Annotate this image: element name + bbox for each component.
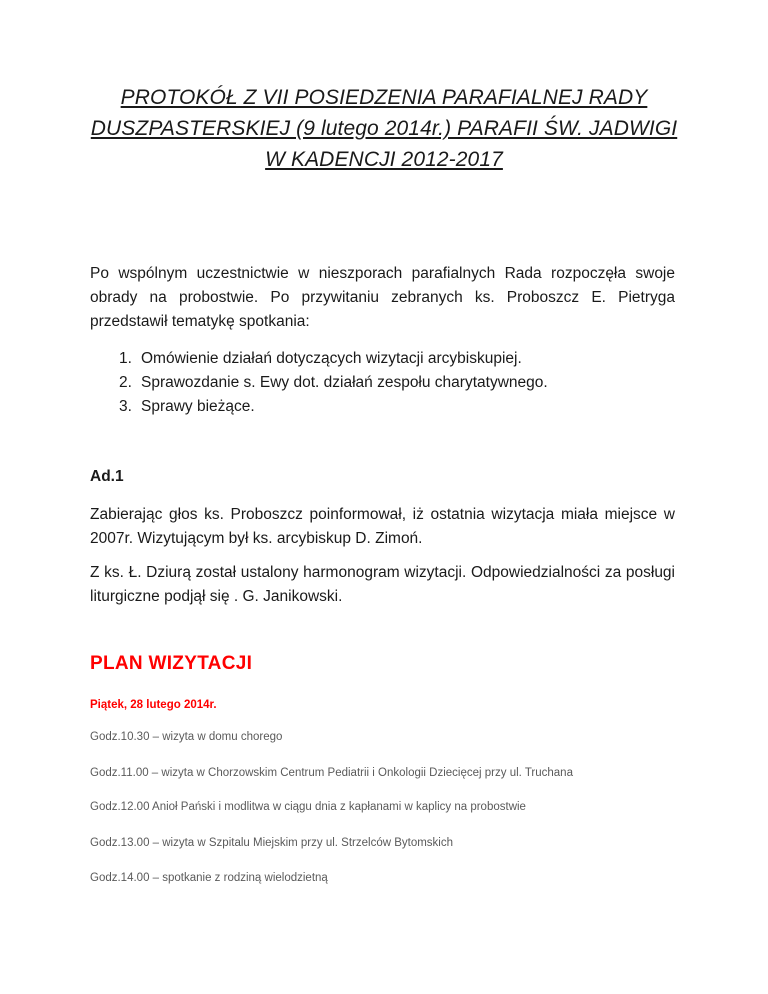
schedule-item: Godz.10.30 – wizyta w domu chorego xyxy=(90,731,283,743)
ad1-paragraph-2: Z ks. Ł. Dziurą został ustalony harmonogram wizytacji. Odpowiedzialności za posługi liturgiczne podjął się . G. Janikowski. xyxy=(90,564,675,605)
schedule-item: Godz.11.00 – wizyta w Chorzowskim Centrum Pediatrii i Onkologii Dziecięcej przy ul. Truchana xyxy=(90,767,573,779)
agenda-item xyxy=(119,347,679,371)
schedule-item: Godz.12.00 Anioł Pański i modlitwa w ciągu dnia z kapłanami w kaplicy na probostwie xyxy=(90,801,526,813)
ad1-paragraph-1: Zabierając głos ks. Proboszcz poinformował, iż ostatnia wizytacja miała miejsce w 2007r. Wizytującym był ks. arcybiskup D. Zimoń. xyxy=(90,506,675,547)
agenda-list xyxy=(119,347,679,419)
agenda-item-text: Sprawy bieżące. xyxy=(141,398,255,415)
agenda-item xyxy=(119,371,679,395)
schedule-item: Godz.14.00 – spotkanie z rodziną wielodzietną xyxy=(90,872,328,884)
intro-paragraph: Po wspólnym uczestnictwie w nieszporach parafialnych Rada rozpoczęła swoje obrady na probostwie. Po przywitaniu zebranych ks. Proboszcz E. Pietryga przedstawił tematykę spotkania: xyxy=(90,265,675,330)
agenda-item-number: 3. xyxy=(119,398,132,415)
document-title: PROTOKÓŁ Z VII POSIEDZENIA PARAFIALNEJ RADY DUSZPASTERSKIEJ (9 lutego 2014r.) PARAFII ŚW. JADWIGI W KADENCJI 2012-2017 xyxy=(90,86,678,171)
section-heading-ad1: Ad.1 xyxy=(90,468,124,485)
agenda-item-text: Sprawozdanie s. Ewy dot. działań zespołu charytatywnego. xyxy=(141,374,548,391)
agenda-item-number: 2. xyxy=(119,374,132,391)
schedule-item: Godz.13.00 – wizyta w Szpitalu Miejskim przy ul. Strzelców Bytomskich xyxy=(90,837,454,849)
agenda-item-text: Omówienie działań dotyczących wizytacji arcybiskupiej. xyxy=(141,350,522,367)
plan-title: PLAN WIZYTACJI xyxy=(90,653,253,674)
agenda-item xyxy=(119,395,679,419)
plan-date: Piątek, 28 lutego 2014r. xyxy=(90,699,217,711)
agenda-item-number: 1. xyxy=(119,350,132,367)
